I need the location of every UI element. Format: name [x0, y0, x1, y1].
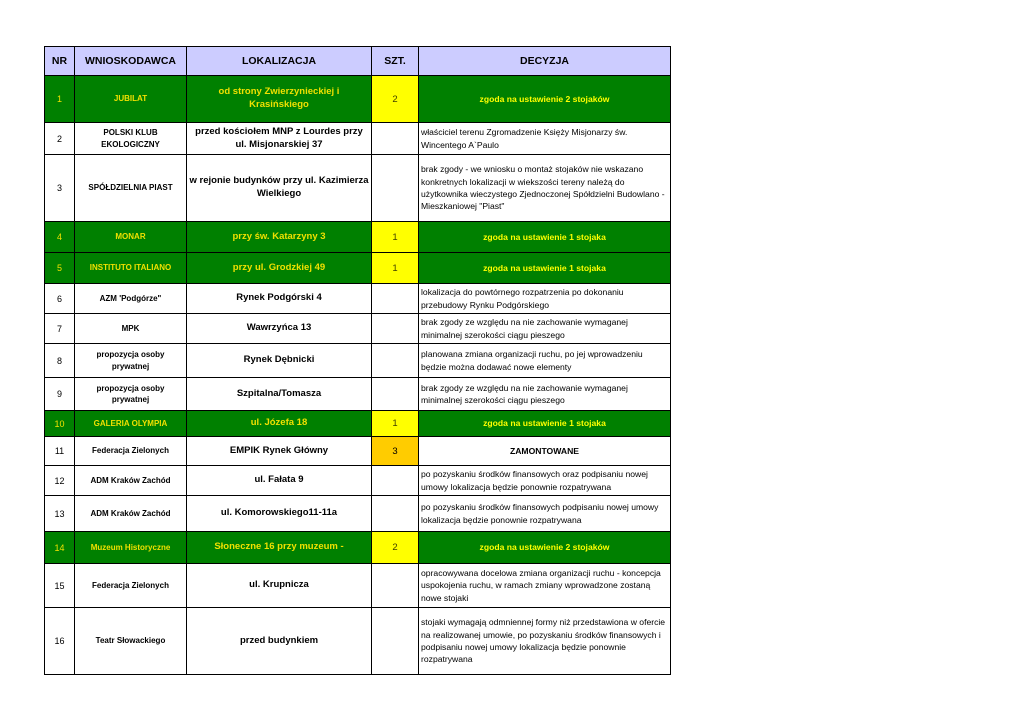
cell-decision: brak zgody ze względu na nie zachowanie wymaganej minimalnej szerokości ciągu pieszego: [419, 314, 671, 344]
cell-decision: właściciel terenu Zgromadzenie Księży Misjonarzy św. Wincentego A`Paulo: [419, 123, 671, 155]
table-row: [45, 378, 671, 411]
cell-applicant: MONAR: [75, 222, 187, 253]
cell-nr: 1: [45, 76, 75, 123]
header-nr: NR: [45, 47, 75, 76]
cell-location: Słoneczne 16 przy muzeum -: [187, 532, 372, 564]
cell-nr: 3: [45, 155, 75, 222]
cell-applicant: Federacja Zielonych: [75, 437, 187, 466]
cell-location: ul. Józefa 18: [187, 411, 372, 437]
cell-nr: 8: [45, 344, 75, 378]
cell-nr: 7: [45, 314, 75, 344]
table-row: [45, 344, 671, 378]
cell-applicant: SPÓŁDZIELNIA PIAST: [75, 155, 187, 222]
cell-qty: [372, 466, 419, 496]
cell-location: EMPIK Rynek Główny: [187, 437, 372, 466]
cell-applicant: POLSKI KLUB EKOLOGICZNY: [75, 123, 187, 155]
table-row: [45, 76, 671, 123]
cell-nr: 11: [45, 437, 75, 466]
cell-decision: planowana zmiana organizacji ruchu, po jej wprowadzeniu będzie można dodawać nowe elementy: [419, 344, 671, 378]
cell-nr: 9: [45, 378, 75, 411]
table-row: [45, 532, 671, 564]
cell-applicant: propozycja osoby prywatnej: [75, 344, 187, 378]
cell-qty: [372, 344, 419, 378]
cell-qty: 2: [372, 76, 419, 123]
cell-location: ul. Krupnicza: [187, 564, 372, 608]
cell-applicant: Teatr Słowackiego: [75, 608, 187, 675]
cell-nr: 12: [45, 466, 75, 496]
cell-decision: opracowywana docelowa zmiana organizacji ruchu - koncepcja uspokojenia ruchu, w ramach zmiany wprowadzone zostaną nowe stojaki: [419, 564, 671, 608]
cell-location: ul. Fałata 9: [187, 466, 372, 496]
cell-decision: zgoda na ustawienie 2 stojaków: [419, 76, 671, 123]
cell-qty: [372, 564, 419, 608]
cell-qty: 1: [372, 411, 419, 437]
cell-nr: 16: [45, 608, 75, 675]
table-row: [45, 466, 671, 496]
cell-location: ul. Komorowskiego11-11a: [187, 496, 372, 532]
cell-nr: 2: [45, 123, 75, 155]
cell-applicant: ADM Kraków Zachód: [75, 466, 187, 496]
table-row: [45, 314, 671, 344]
cell-location: od strony Zwierzynieckiej i Krasińskiego: [187, 76, 372, 123]
cell-applicant: ADM Kraków Zachód: [75, 496, 187, 532]
table-row: [45, 253, 671, 284]
cell-decision: zgoda na ustawienie 1 stojaka: [419, 253, 671, 284]
cell-qty: 3: [372, 437, 419, 466]
cell-applicant: AZM 'Podgórze": [75, 284, 187, 314]
cell-applicant: Muzeum Historyczne: [75, 532, 187, 564]
cell-location: w rejonie budynków przy ul. Kazimierza Wielkiego: [187, 155, 372, 222]
cell-qty: [372, 314, 419, 344]
header-qty: SZT.: [372, 47, 419, 76]
cell-qty: 1: [372, 222, 419, 253]
cell-qty: [372, 123, 419, 155]
cell-decision: zgoda na ustawienie 1 stojaka: [419, 411, 671, 437]
cell-qty: [372, 155, 419, 222]
cell-decision: po pozyskaniu środków finansowych oraz podpisaniu nowej umowy lokalizacja będzie ponownie rozpatrywana: [419, 466, 671, 496]
cell-applicant: INSTITUTO ITALIANO: [75, 253, 187, 284]
table-row: [45, 222, 671, 253]
header-row: [45, 47, 671, 76]
table-row: [45, 123, 671, 155]
cell-location: przy św. Katarzyny 3: [187, 222, 372, 253]
cell-location: Szpitalna/Tomasza: [187, 378, 372, 411]
cell-nr: 10: [45, 411, 75, 437]
cell-location: Wawrzyńca 13: [187, 314, 372, 344]
cell-applicant: propozycja osoby prywatnej: [75, 378, 187, 411]
cell-location: przed kościołem MNP z Lourdes przy ul. Misjonarskiej 37: [187, 123, 372, 155]
table-row: [45, 564, 671, 608]
table-row: [45, 437, 671, 466]
cell-qty: 1: [372, 253, 419, 284]
header-decision: DECYZJA: [419, 47, 671, 76]
decision-table: [44, 46, 671, 675]
cell-nr: 13: [45, 496, 75, 532]
table-row: [45, 411, 671, 437]
cell-nr: 15: [45, 564, 75, 608]
cell-nr: 5: [45, 253, 75, 284]
cell-qty: [372, 378, 419, 411]
cell-decision: brak zgody - we wniosku o montaż stojaków nie wskazano konkretnych lokalizacji w wiekszości tereny należą do użytkownika wieczystego Zjednoczonej Spółdzielni Budowlano - Mieszkaniowej "Piast": [419, 155, 671, 222]
cell-nr: 14: [45, 532, 75, 564]
header-applicant: WNIOSKODAWCA: [75, 47, 187, 76]
cell-location: przy ul. Grodzkiej 49: [187, 253, 372, 284]
cell-qty: [372, 496, 419, 532]
cell-applicant: MPK: [75, 314, 187, 344]
table-row: [45, 155, 671, 222]
cell-qty: 2: [372, 532, 419, 564]
cell-location: przed budynkiem: [187, 608, 372, 675]
cell-decision: brak zgody ze względu na nie zachowanie wymaganej minimalnej szerokości ciągu pieszego: [419, 378, 671, 411]
cell-qty: [372, 608, 419, 675]
cell-location: Rynek Dębnicki: [187, 344, 372, 378]
cell-decision: zgoda na ustawienie 1 stojaka: [419, 222, 671, 253]
cell-decision: zgoda na ustawienie 2 stojaków: [419, 532, 671, 564]
cell-applicant: JUBILAT: [75, 76, 187, 123]
cell-nr: 6: [45, 284, 75, 314]
cell-decision: lokalizacja do powtórnego rozpatrzenia po dokonaniu przebudowy Rynku Podgórskiego: [419, 284, 671, 314]
cell-nr: 4: [45, 222, 75, 253]
cell-location: Rynek Podgórski 4: [187, 284, 372, 314]
cell-applicant: GALERIA OLYMPIA: [75, 411, 187, 437]
cell-applicant: Federacja Zielonych: [75, 564, 187, 608]
header-location: LOKALIZACJA: [187, 47, 372, 76]
table-row: [45, 608, 671, 675]
cell-decision: stojaki wymagają odmniennej formy niż przedstawiona w ofercie na realizowanej umowie, po pozyskaniu środków finansowych i podpisaniu nowej umowy lokalizacja będzie ponownie rozpatrywana: [419, 608, 671, 675]
cell-decision: ZAMONTOWANE: [419, 437, 671, 466]
cell-decision: po pozyskaniu środków finansowych podpisaniu nowej umowy lokalizacja będzie ponownie rozpatrywana: [419, 496, 671, 532]
cell-qty: [372, 284, 419, 314]
table-row: [45, 496, 671, 532]
table-row: [45, 284, 671, 314]
